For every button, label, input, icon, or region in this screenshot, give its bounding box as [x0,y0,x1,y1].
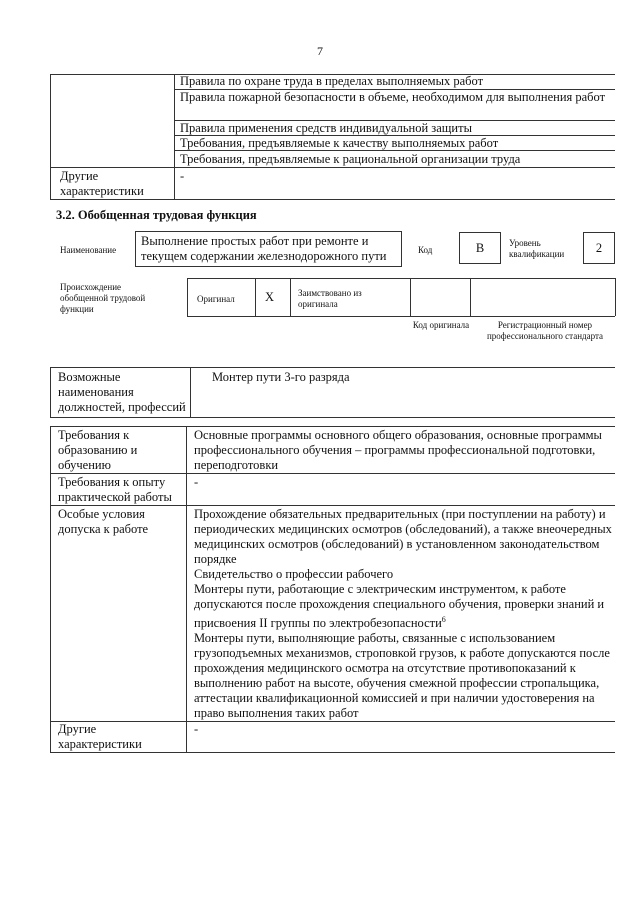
admission-medical: Прохождение обязательных предварительных (при поступлении на работу) и периодических медицинских осмотров (обследований), а также внеочередных медицинских осмотров (обследований) в установленном законодательством порядке [194,507,612,566]
original-mark: X [265,290,275,304]
admission-electrical: Монтеры пути, работающие с электрическим инструментом, к работе допускаются после прохождения специального обучения, проверки знаний и присвоения II группы по электробезопасности$^6$ [194,582,605,631]
reg-number-label: Регистрационный номер профессионального стандарта [486,320,604,341]
education-label: Требования к образованию и обучению [58,428,138,472]
page-number: 7 [317,44,323,58]
positions-value: Монтер пути 3-го разряда [212,370,350,384]
experience-value: - [194,475,199,489]
positions-label: Возможные наименования должностей, профессий [58,370,186,414]
top-row-5: Требования, предъявляемые к рациональной организации труда [180,152,521,166]
admission-certificate: Свидетельство о профессии рабочего [194,567,394,581]
top-row-3: Правила применения средств индивидуальной защиты [180,121,472,135]
experience-label: Требования к опыту практической работы [58,475,172,504]
original-label: Оригинал [197,294,235,304]
top-other-label: Другие характеристики [60,169,144,198]
name-value: Выполнение простых работ при ремонте и текущем содержании железнодорожного пути [141,234,387,263]
name-label: Наименование [60,245,117,255]
code-value: B [475,241,485,255]
code-original-label: Код оригинала [412,320,470,330]
top-row-4: Требования, предъявляемые к качеству выполняемых работ [180,136,499,150]
top-row-1: Правила по охране труда в пределах выполняемых работ [180,74,484,88]
admission-text [194,507,612,721]
req-other-value: - [194,722,199,736]
code-label: Код [418,245,433,255]
admission-label: Особые условия допуска к работе [58,507,149,536]
section-title: 3.2. Обобщенная трудовая функция [56,208,257,222]
borrowed-label: Заимствовано из оригинала [298,288,362,309]
level-label: Уровень квалификации [509,238,565,259]
education-value: Основные программы основного общего образования, основные программы профессионального обучения – программы профессиональной подготовки, переподготовки [194,428,602,472]
top-row-2: Правила пожарной безопасности в объеме, необходимом для выполнения работ [180,90,606,104]
top-other-value: - [180,169,185,183]
footnote-ref: 6 [441,615,446,624]
req-other-label: Другие характеристики [58,722,142,751]
level-value: 2 [595,241,603,255]
origin-label: Происхождение обобщенной трудовой функции [60,282,146,314]
admission-lifting: Монтеры пути, выполняющие работы, связанные с использованием грузоподъемных механизмов, строповкой грузов, к работе допускаются после прохождения медицинского осмотра на отсутствие противопоказаний к выполнению работ на высоте, обучения смежной профессии стропальщика, аттестации квалификационной комиссией и при наличии удостоверения на право выполнения таких работ [194,631,610,721]
